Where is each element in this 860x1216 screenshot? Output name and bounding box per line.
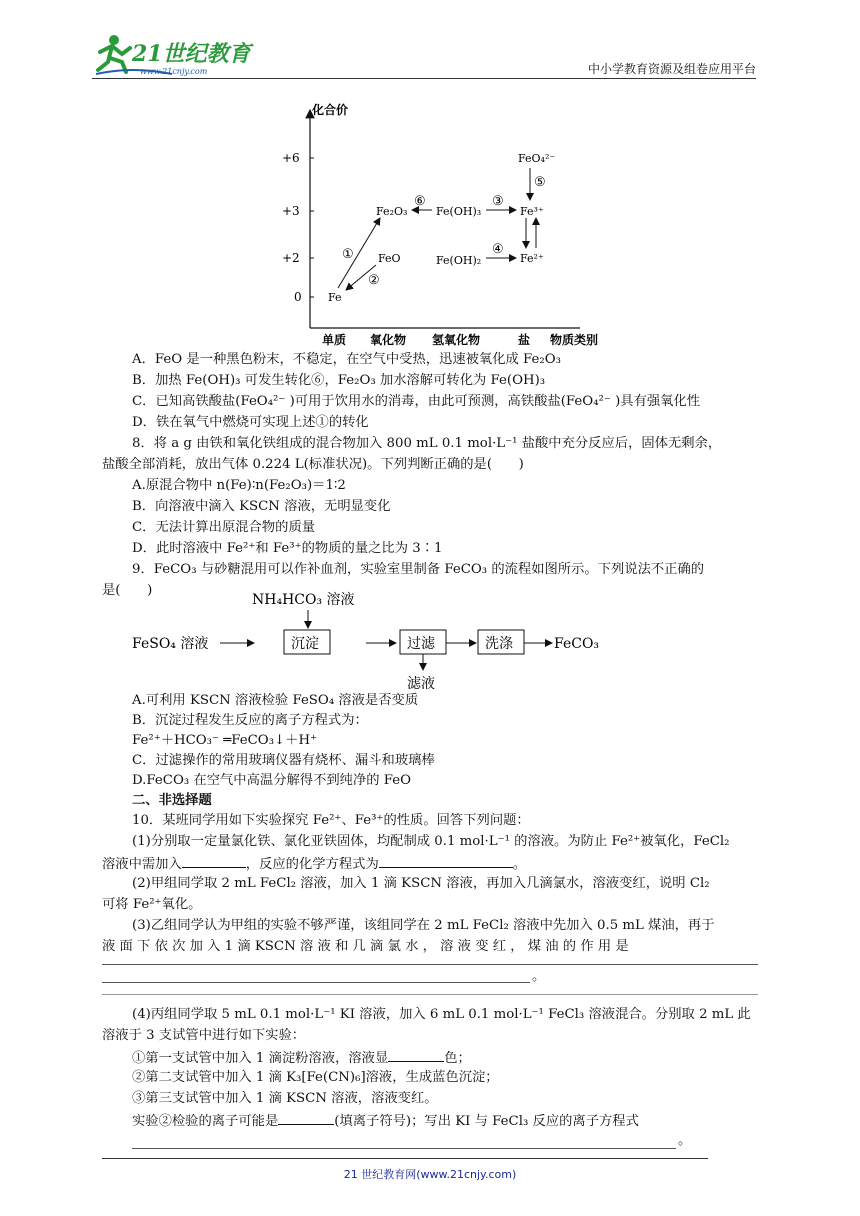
footer-text: 21 世纪教育网(www.21cnjy.com) bbox=[343, 1168, 517, 1181]
q8-option-a: A.原混合物中 n(Fe)∶n(Fe₂O₃)＝1∶2 bbox=[132, 478, 346, 493]
y-tick-label: +2 bbox=[282, 251, 300, 265]
q10-part4-line3: 实验②检验的离子可能是 (填离子符号)；写出 KI 与 FeCl₃ 反应的离子方程式 bbox=[132, 1111, 639, 1131]
node-feo: FeO bbox=[378, 252, 401, 265]
flow-step2: 过滤 bbox=[407, 636, 435, 652]
q10-part2-line2: 可将 Fe²⁺氧化。 bbox=[102, 897, 202, 912]
q8-option-b: B．向溶液中滴入 KSCN 溶液，无明显变化 bbox=[132, 499, 391, 514]
q10-part3-line2: 液 面 下 依 次 加 入 1 滴 KSCN 溶 液 和 几 滴 氯 水 ， 溶 液 变 红 ， 煤 油 的 作 用 是 bbox=[102, 939, 629, 954]
node-feoh3: Fe(OH)₃ bbox=[436, 205, 482, 218]
q10-part3-end: 。 bbox=[532, 969, 546, 984]
arrow-label: ④ bbox=[492, 242, 504, 257]
y-tick-label: 0 bbox=[294, 290, 302, 304]
arrow-label: ⑥ bbox=[414, 194, 426, 209]
q7-option-b: B．加热 Fe(OH)₃ 可发生转化⑥，Fe₂O₃ 加水溶解可转化为 Fe(OH)₃ bbox=[132, 373, 546, 388]
answer-line bbox=[102, 994, 758, 995]
y-axis-title: 化合价 bbox=[312, 103, 349, 117]
arrow-label: ① bbox=[342, 247, 354, 262]
site-logo bbox=[92, 30, 262, 80]
q10-intro: 10．某班同学用如下实验探究 Fe²⁺、Fe³⁺的性质。回答下列问题： bbox=[132, 813, 530, 828]
footer-divider bbox=[102, 1158, 708, 1159]
q10-part3-line1: (3)乙组同学认为甲组的实验不够严谨，该组同学在 2 mL FeCl₂ 溶液中先加入 0.5 mL 煤油，再于 bbox=[132, 918, 715, 933]
y-tick-label: +6 bbox=[282, 151, 300, 165]
x-category-label: 盐 bbox=[518, 333, 531, 347]
x-category-label: 氧化物 bbox=[370, 333, 407, 347]
q10-part4-item3: ③第三支试管中加入 1 滴 KSCN 溶液，溶液变红。 bbox=[132, 1091, 438, 1106]
q9-option-c: C．过滤操作的常用玻璃仪器有烧杯、漏斗和玻璃棒 bbox=[132, 753, 435, 768]
q9-option-b: B．沉淀过程发生反应的离子方程式为： bbox=[132, 713, 368, 728]
logo-text: 21世纪教育 bbox=[132, 41, 251, 67]
q8-option-d: D．此时溶液中 Fe²⁺和 Fe³⁺的物质的量之比为 3∶1 bbox=[132, 541, 443, 556]
header-divider bbox=[92, 78, 756, 79]
iron-valence-diagram bbox=[280, 100, 620, 350]
q10-part4-item2: ②第二支试管中加入 1 滴 K₃[Fe(CN)₆]溶液，生成蓝色沉淀； bbox=[132, 1070, 499, 1085]
flow-bottom: 滤液 bbox=[407, 676, 435, 692]
q7-option-a: A．FeO 是一种黑色粉末，不稳定，在空气中受热，迅速被氧化成 Fe₂O₃ bbox=[132, 352, 561, 367]
answer-line bbox=[102, 982, 530, 983]
node-fe2: Fe²⁺ bbox=[520, 252, 544, 265]
q8-stem-line2: 盐酸全部消耗，放出气体 0.224 L(标准状况)。下列判断正确的是( ) bbox=[102, 457, 524, 472]
answer-line bbox=[132, 1148, 676, 1149]
node-fe3: Fe³⁺ bbox=[520, 205, 544, 218]
q10-part2-line1: (2)甲组同学取 2 mL FeCl₂ 溶液，加入 1 滴 KSCN 溶液，再加入几滴氯水，溶液变红，说明 Cl₂ bbox=[132, 876, 710, 891]
flow-end: FeCO₃ bbox=[554, 636, 600, 652]
runner-logo-icon bbox=[92, 30, 262, 80]
answer-blank bbox=[388, 1048, 444, 1062]
flow-step3: 洗涤 bbox=[485, 636, 513, 652]
node-fe2o3: Fe₂O₃ bbox=[376, 205, 408, 218]
y-tick-label: +3 bbox=[282, 204, 300, 218]
x-category-label: 物质类别 bbox=[550, 333, 599, 347]
arrow-label: ② bbox=[368, 273, 380, 288]
node-feo4: FeO₄²⁻ bbox=[518, 152, 556, 165]
q8-option-c: C．无法计算出原混合物的质量 bbox=[132, 520, 316, 535]
feco3-flow-diagram bbox=[128, 588, 628, 693]
q8-stem-line1: 8．将 a g 由铁和氧化铁组成的混合物加入 800 mL 0.1 mol·L⁻¹ 盐酸中充分反应后，固体无剩余， bbox=[132, 436, 722, 451]
flow-reagent-top: NH₄HCO₃ 溶液 bbox=[252, 592, 355, 608]
q9-option-a: A.可利用 KSCN 溶液检验 FeSO₄ 溶液是否变质 bbox=[132, 693, 419, 708]
q10-part1-line2: 溶液中需加入 ，反应的化学方程式为 。 bbox=[102, 854, 526, 874]
answer-blank bbox=[379, 854, 513, 868]
q10-part1-line1: (1)分别取一定量氯化铁、氯化亚铁固体，均配制成 0.1 mol·L⁻¹ 的溶液。为防止 Fe²⁺被氧化，FeCl₂ bbox=[132, 834, 730, 849]
arrow-label: ⑤ bbox=[534, 175, 546, 190]
flow-start: FeSO₄ 溶液 bbox=[132, 636, 209, 652]
q10-part4-item1: ①第一支试管中加入 1 滴淀粉溶液，溶液显 色； bbox=[132, 1048, 471, 1068]
node-feoh2: Fe(OH)₂ bbox=[436, 254, 482, 267]
q10-part4-line1: (4)丙组同学取 5 mL 0.1 mol·L⁻¹ KI 溶液，加入 6 mL 0.1 mol·L⁻¹ FeCl₃ 溶液混合。分别取 2 mL 此 bbox=[132, 1007, 751, 1022]
answer-blank bbox=[278, 1111, 334, 1125]
q9-option-d: D.FeCO₃ 在空气中高温分解得不到纯净的 FeO bbox=[132, 773, 412, 788]
answer-line bbox=[102, 964, 758, 965]
q10-part4-end: 。 bbox=[678, 1133, 692, 1148]
section-title: 二、非选择题 bbox=[132, 793, 212, 808]
logo-url: www.21cnjy.com bbox=[140, 67, 208, 76]
x-category-label: 氢氧化物 bbox=[432, 333, 481, 347]
x-category-label: 单质 bbox=[322, 333, 347, 347]
header-platform-name: 中小学教育资源及组卷应用平台 bbox=[587, 62, 756, 76]
node-fe: Fe bbox=[328, 291, 342, 304]
q9-stem-line2: 是( ) bbox=[102, 583, 153, 598]
flow-step1: 沉淀 bbox=[291, 636, 319, 652]
q9-option-b-equation: Fe²⁺＋HCO₃⁻ ═FeCO₃↓＋H⁺ bbox=[132, 733, 318, 748]
answer-blank bbox=[182, 854, 246, 868]
q7-option-d: D．铁在氧气中燃烧可实现上述①的转化 bbox=[132, 415, 369, 430]
q9-stem-line1: 9．FeCO₃ 与砂糖混用可以作补血剂，实验室里制备 FeCO₃ 的流程如图所示。下列说法不正确的 bbox=[132, 562, 705, 577]
q10-part4-line2: 溶液于 3 支试管中进行如下实验： bbox=[102, 1028, 306, 1043]
arrow-label: ③ bbox=[492, 194, 504, 209]
q7-option-c: C．已知高铁酸盐(FeO₄²⁻ )可用于饮用水的消毒，由此可预测，高铁酸盐(FeO₄²⁻ )具有强氧化性 bbox=[132, 394, 701, 409]
